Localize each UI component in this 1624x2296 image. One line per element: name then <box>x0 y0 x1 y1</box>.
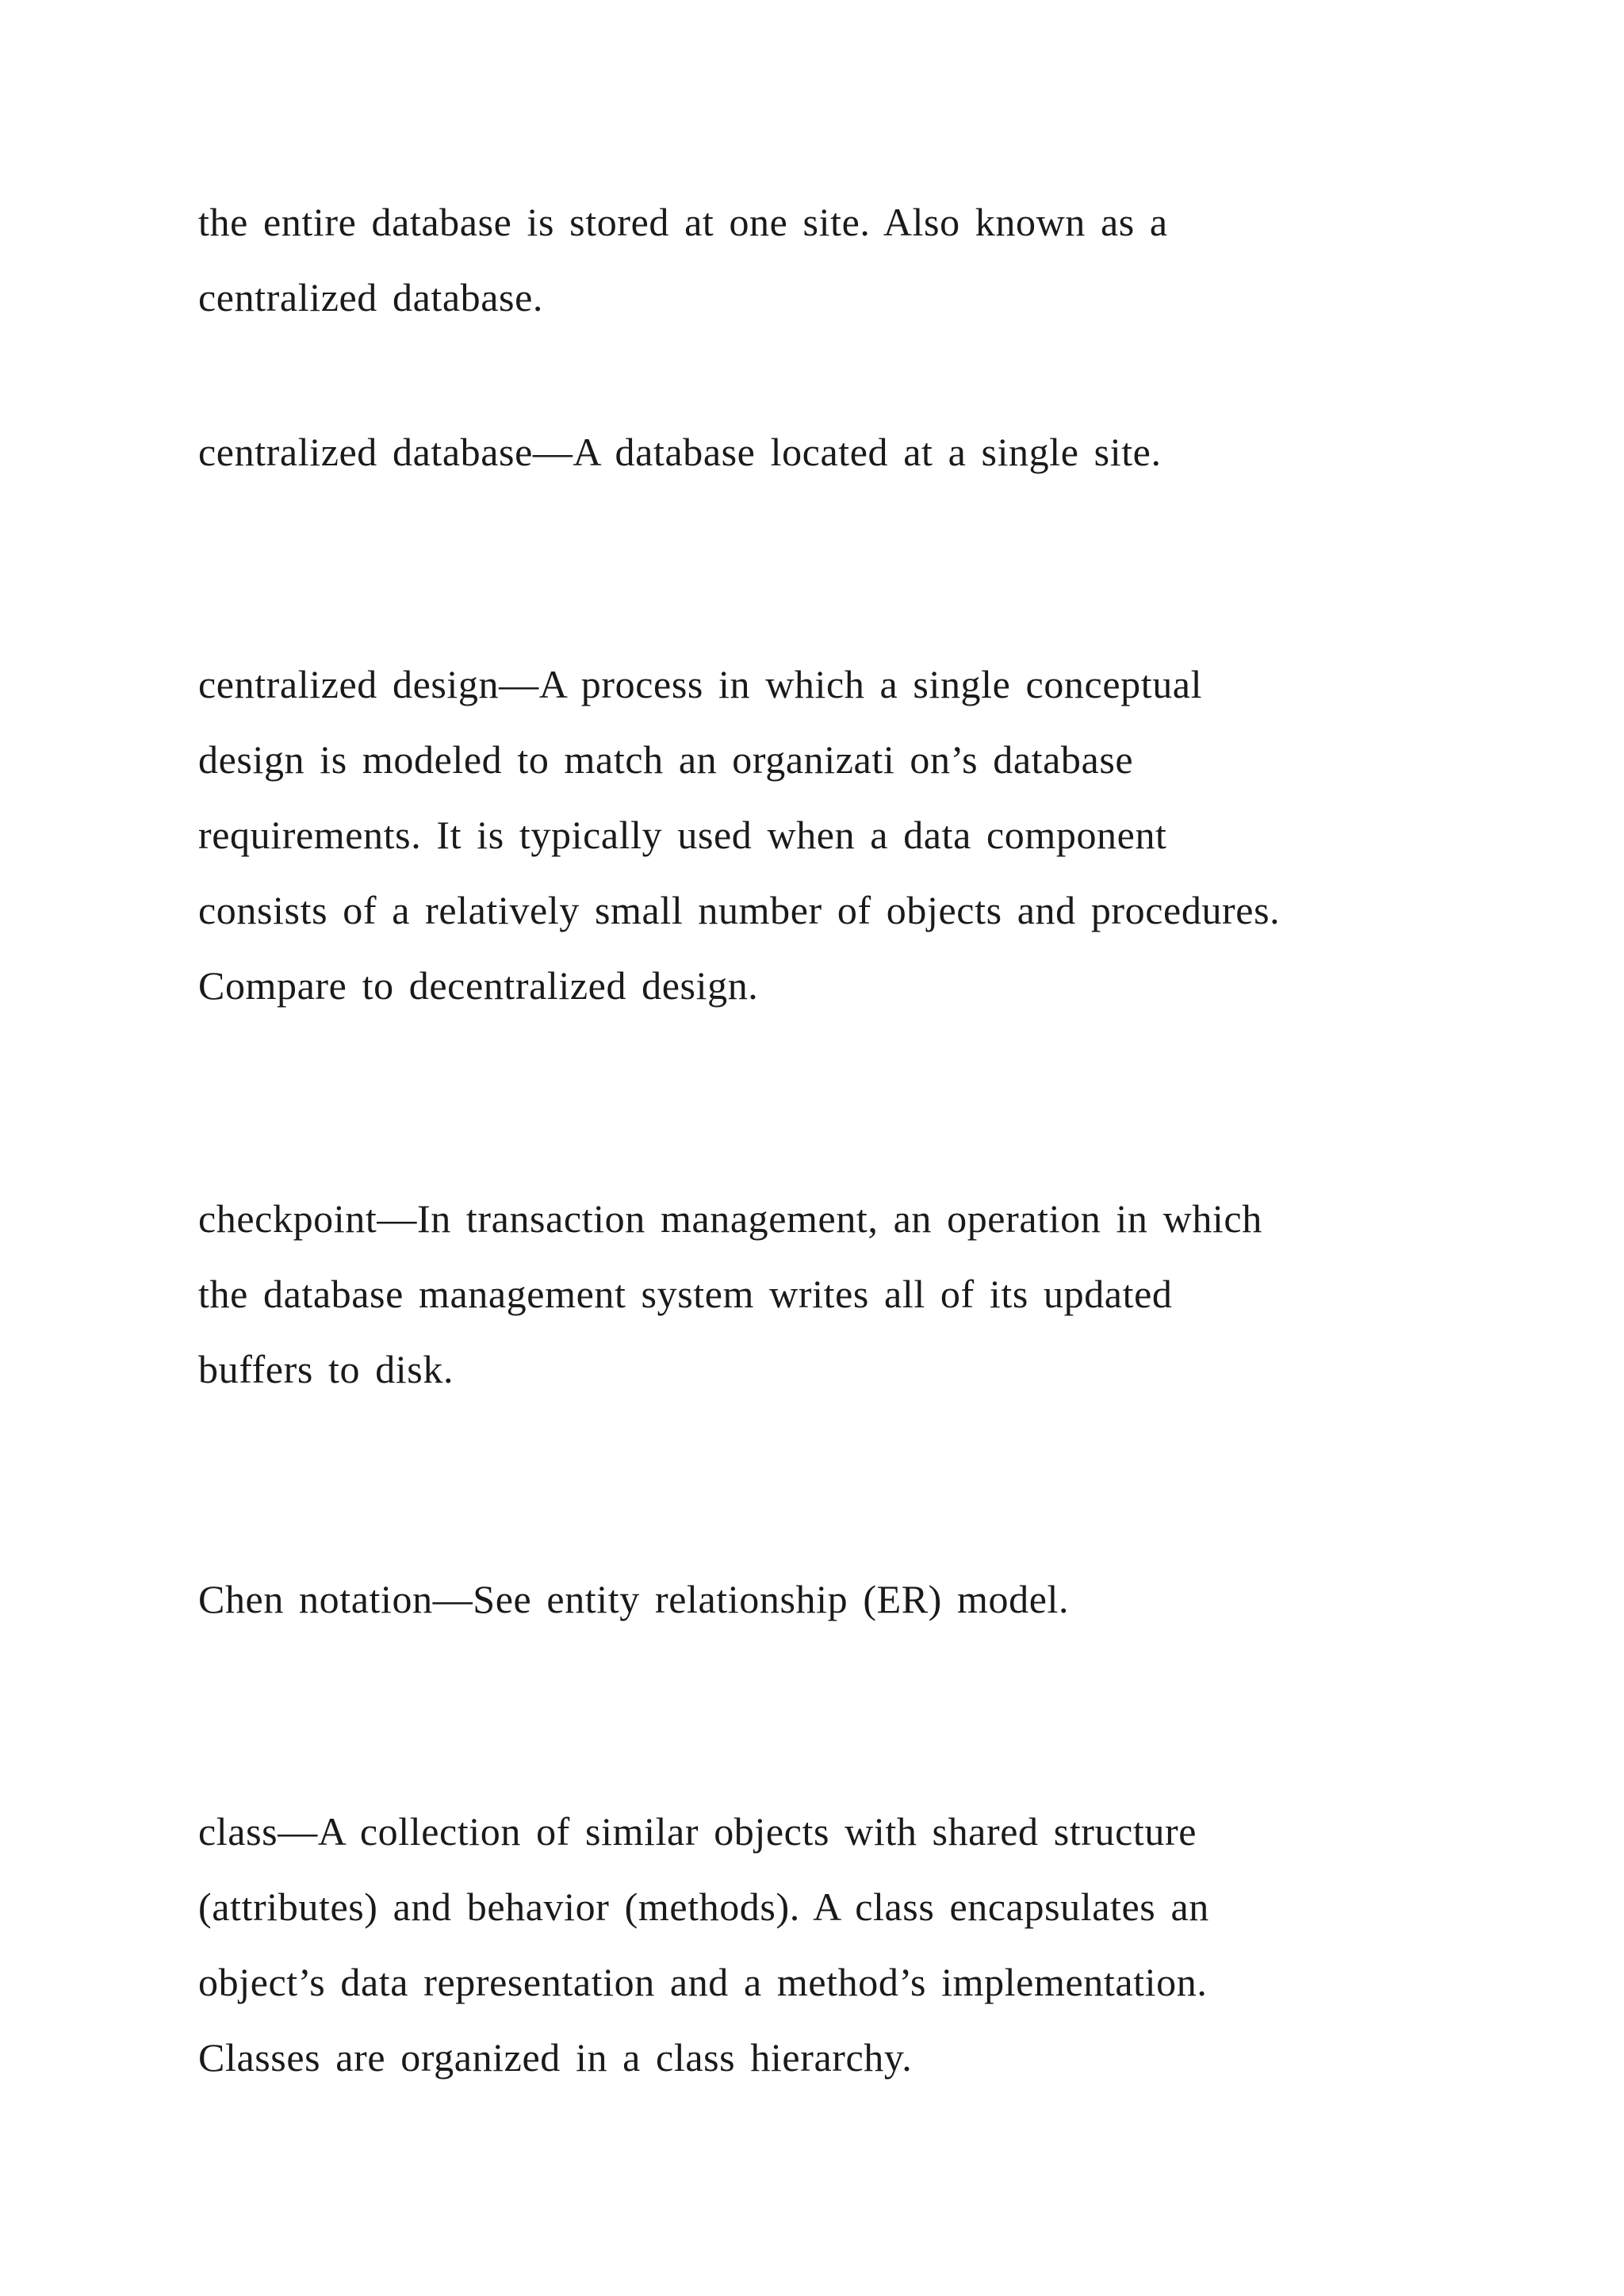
text-line: checkpoint—In transaction management, an operation in which <box>198 1196 1262 1241</box>
text-line: centralized database. <box>198 275 544 320</box>
text-line: Compare to decentralized design. <box>198 963 759 1008</box>
text-line: class—A collection of similar objects with shared structure <box>198 1809 1197 1854</box>
text-line: buffers to disk. <box>198 1347 454 1391</box>
text-line: design is modeled to match an organizati on’s database <box>198 737 1134 782</box>
text-line: requirements. It is typically used when a data component <box>198 813 1167 857</box>
text-line: centralized design—A process in which a single conceptual <box>198 662 1203 706</box>
text-line: consists of a relatively small number of objects and procedures. <box>198 888 1281 932</box>
text-line: the database management system writes all of its updated <box>198 1272 1173 1316</box>
text-line: (attributes) and behavior (methods). A class encapsulates an <box>198 1885 1209 1929</box>
text-line: Chen notation—See entity relationship (ER) model. <box>198 1577 1070 1621</box>
text-line: the entire database is stored at one site. Also known as a <box>198 200 1168 244</box>
text-line: Classes are organized in a class hierarchy. <box>198 2035 913 2080</box>
text-line: object’s data representation and a method’s implementation. <box>198 1960 1208 2004</box>
text-line: centralized database—A database located at a single site. <box>198 430 1162 474</box>
